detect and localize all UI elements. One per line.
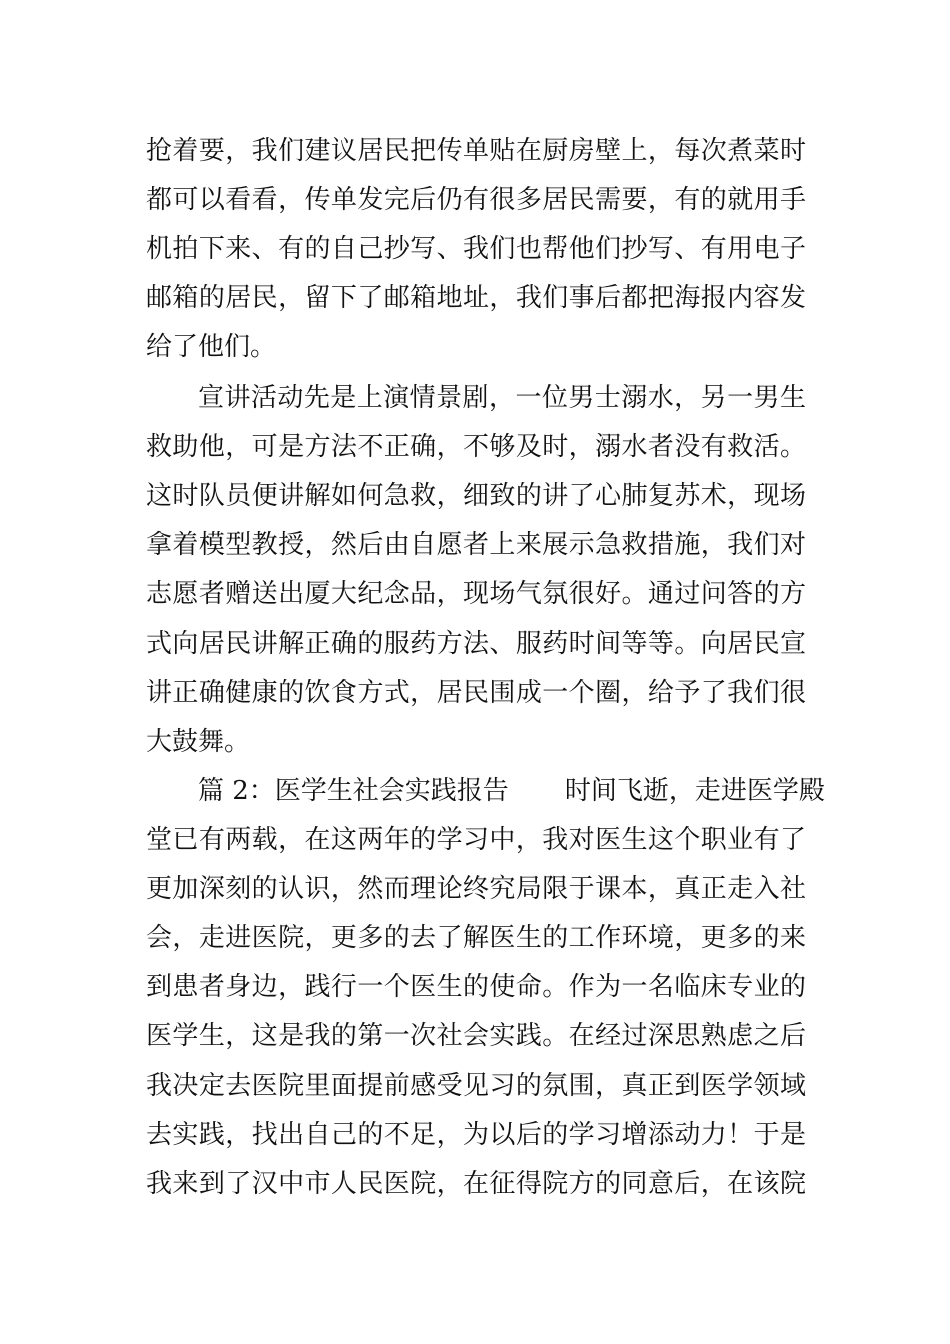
text-line: 都可以看看，传单发完后仍有很多居民需要，有的就用手 [146,185,806,215]
text-line: 会，走进医院，更多的去了解医生的工作环境，更多的来 [146,923,806,953]
text-line: 这时队员便讲解如何急救，细致的讲了心肺复苏术，现场 [146,481,806,511]
text-line: 志愿者赠送出厦大纪念品，现场气氛很好。通过问答的方 [146,579,806,609]
text-line: 抢着要，我们建议居民把传单贴在厨房壁上，每次煮菜时 [146,136,806,166]
text-line: 堂已有两载，在这两年的学习中，我对医生这个职业有了 [146,825,806,855]
text-line: 我来到了汉中市人民医院，在征得院方的同意后，在该院 [146,1169,806,1199]
text-line: 给了他们。 [146,332,277,362]
paragraph-start-text: 时间飞逝，走进医学殿 [564,776,825,806]
text-line: 到患者身边，践行一个医生的使命。作为一名临床专业的 [146,972,806,1002]
text-line: 拿着模型教授，然后由自愿者上来展示急救措施，我们对 [146,530,806,560]
text-line: 大鼓舞。 [146,727,251,757]
text-line: 式向居民讲解正确的服药方法、服药时间等等。向居民宣 [146,629,806,659]
text-line: 更加深刻的认识，然而理论终究局限于课本，真正走入社 [146,874,806,904]
text-line: 邮箱的居民，留下了邮箱地址，我们事后都把海报内容发 [146,283,806,313]
text-line: 去实践，找出自己的不足，为以后的学习增添动力！于是 [146,1120,806,1150]
paragraph-first-line: 宣讲活动先是上演情景剧，一位男士溺水，另一男生 [198,383,806,413]
text-line: 机拍下来、有的自己抄写、我们也帮他们抄写、有用电子 [146,234,806,264]
text-line: 救助他，可是方法不正确，不够及时，溺水者没有救活。 [146,432,806,462]
text-line: 讲正确健康的饮食方式，居民围成一个圈，给予了我们很 [146,678,806,708]
paragraph-first-line [198,771,825,811]
text-line: 我决定去医院里面提前感受见习的氛围，真正到医学领域 [146,1071,806,1101]
text-line: 医学生，这是我的第一次社会实践。在经过深思熟虑之后 [146,1021,806,1051]
section-heading: 篇 2：医学生社会实践报告 [198,776,509,806]
